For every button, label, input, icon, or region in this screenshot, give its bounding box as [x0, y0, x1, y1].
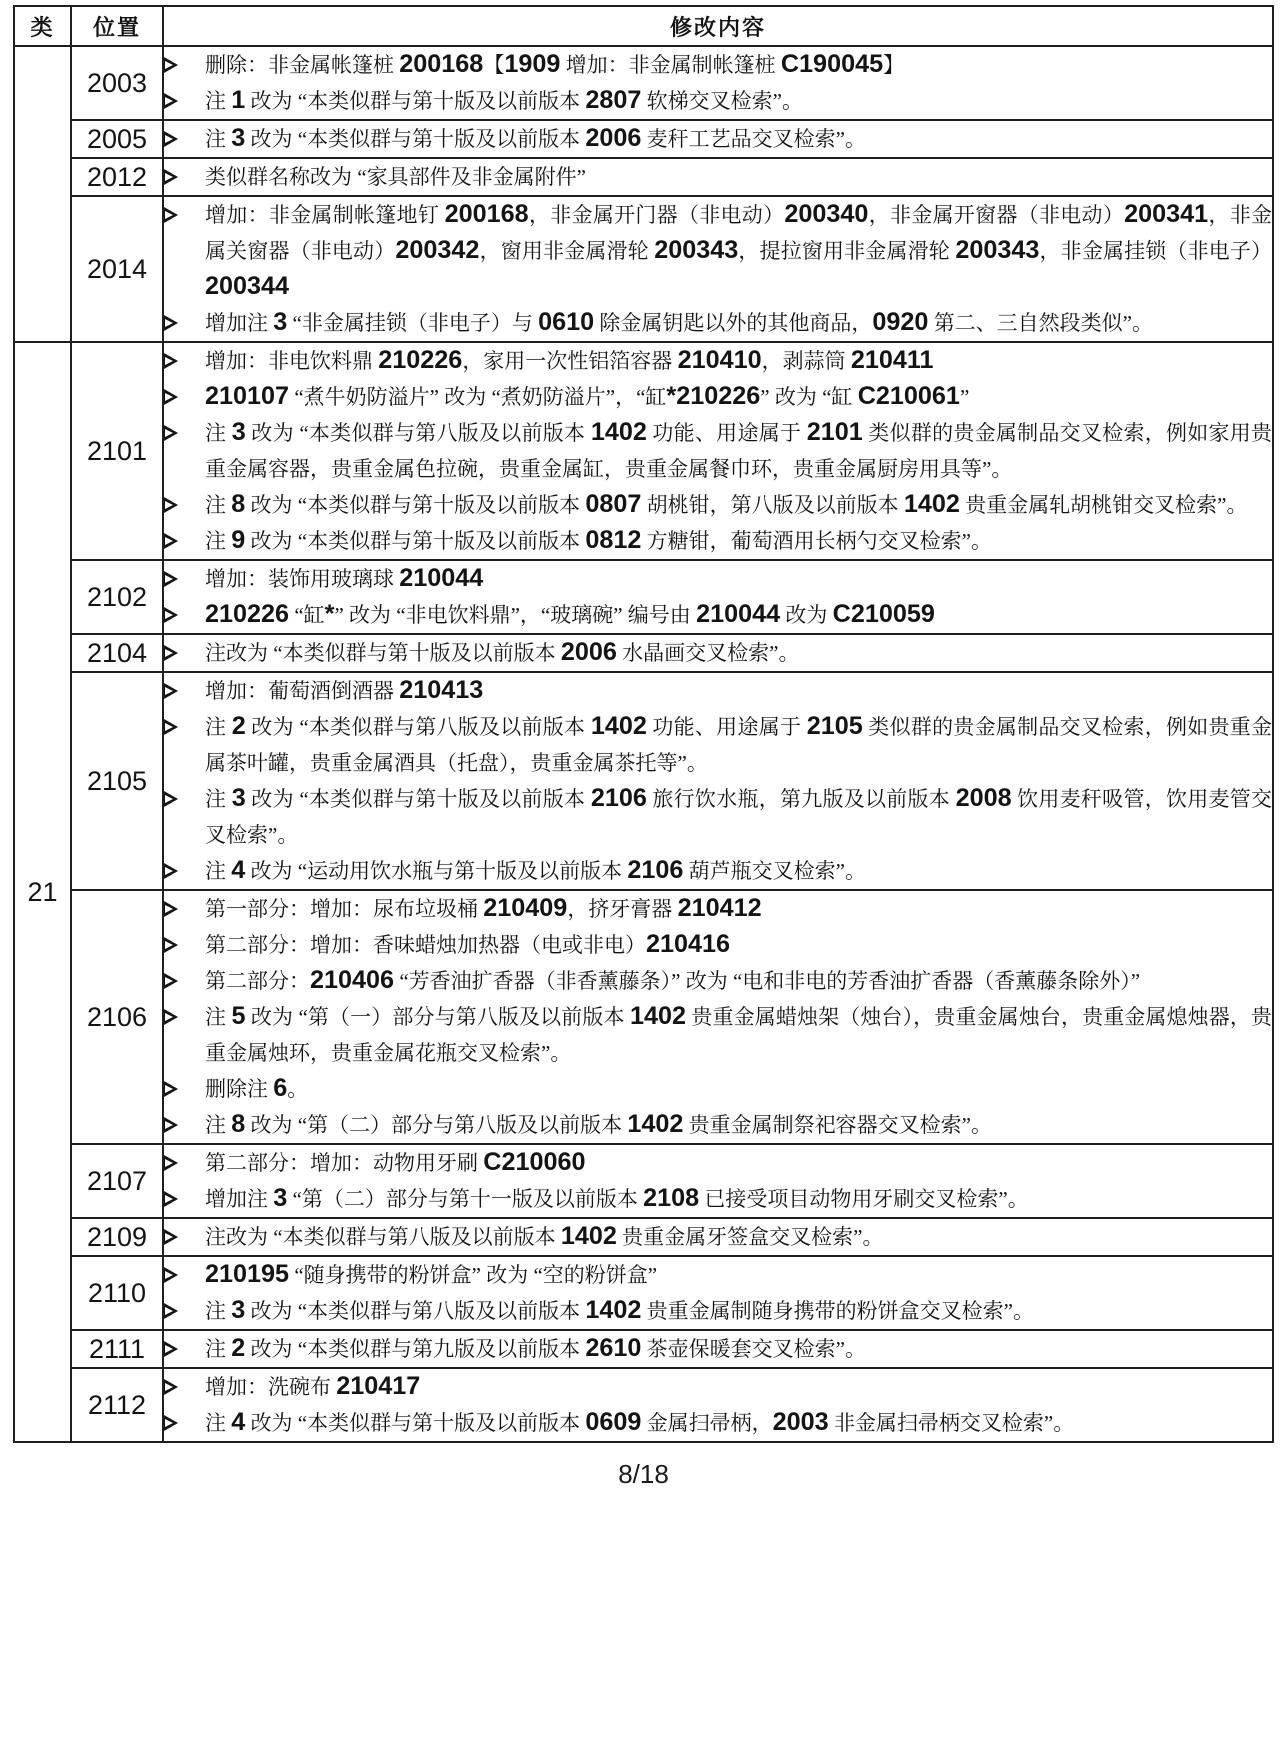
position-cell: 2106	[71, 890, 163, 1144]
table-row	[14, 1330, 1273, 1368]
bullet-item	[164, 197, 1272, 305]
position-cell: 2109	[71, 1218, 163, 1256]
position-cell: 2110	[71, 1256, 163, 1330]
content-cell	[163, 342, 1273, 560]
bullet-arrow-icon	[164, 305, 205, 341]
bullet-text: 第二部分：210406 “芳香油扩香器（非香薰藤条）” 改为 “电和非电的芳香油扩香器（香薰藤条除外）”	[205, 966, 1141, 994]
bullet-arrow-icon	[164, 891, 205, 927]
bullet-text: 注 8 改为 “本类似群与第十版及以前版本 0807 胡桃钳，第八版及以前版本 1402 贵重金属轧胡桃钳交叉检索”。	[205, 490, 1248, 518]
bullet-arrow-icon	[164, 197, 205, 233]
bullet-text: 删除注 6。	[205, 1074, 309, 1102]
position-cell: 2104	[71, 634, 163, 672]
bullet-text: 210107 “煮牛奶防溢片” 改为 “煮奶防溢片”，“缸*210226” 改为 “缸 C210061”	[205, 382, 970, 410]
bullet-item	[164, 159, 1272, 195]
bullet-arrow-icon	[164, 343, 205, 379]
bullet-arrow-icon	[164, 1181, 205, 1217]
bullet-item	[164, 635, 1272, 671]
bullet-text: 注 4 改为 “本类似群与第十版及以前版本 0609 金属扫帚柄，2003 非金属扫帚柄交叉检索”。	[205, 1408, 1075, 1436]
col-header-position: 位置	[71, 6, 163, 46]
table-row	[14, 634, 1273, 672]
bullet-item	[164, 1293, 1272, 1329]
bullet-arrow-icon	[164, 121, 205, 157]
position-cell: 2107	[71, 1144, 163, 1218]
bullet-arrow-icon	[164, 1257, 205, 1293]
bullet-text: 210226 “缸*” 改为 “非电饮料鼎”，“玻璃碗” 编号由 210044 改为 C210059	[205, 600, 935, 628]
position-cell: 2112	[71, 1368, 163, 1442]
table-row	[14, 158, 1273, 196]
bullet-item	[164, 1219, 1272, 1255]
bullet-arrow-icon	[164, 487, 205, 523]
bullet-item	[164, 1405, 1272, 1441]
bullet-arrow-icon	[164, 83, 205, 119]
col-header-content: 修改内容	[163, 6, 1273, 46]
table-row	[14, 342, 1273, 560]
table-row	[14, 120, 1273, 158]
bullet-item	[164, 1145, 1272, 1181]
bullet-arrow-icon	[164, 709, 205, 745]
bullet-text: 第二部分：增加：香味蜡烛加热器（电或非电）210416	[205, 930, 731, 958]
bullet-arrow-icon	[164, 927, 205, 963]
bullet-arrow-icon	[164, 1071, 205, 1107]
class-cell: 21	[14, 342, 71, 1442]
bullet-arrow-icon	[164, 1219, 205, 1255]
table-row	[14, 196, 1273, 342]
bullet-arrow-icon	[164, 1107, 205, 1143]
bullet-arrow-icon	[164, 1145, 205, 1181]
bullet-text: 增加：洗碗布 210417	[205, 1372, 421, 1400]
bullet-text: 注 3 改为 “本类似群与第八版及以前版本 1402 贵重金属制随身携带的粉饼盒交叉检索”。	[205, 1296, 1034, 1324]
bullet-item	[164, 1071, 1272, 1107]
bullet-item	[164, 343, 1272, 379]
table-row	[14, 672, 1273, 890]
bullet-text: 删除：非金属帐篷桩 200168【1909 增加：非金属制帐篷桩 C190045】	[205, 50, 905, 78]
bullet-item	[164, 83, 1272, 119]
bullet-text: 增加注 3 “非金属挂锁（非电子）与 0610 除金属钥匙以外的其他商品，0920 第二、三自然段类似”。	[205, 308, 1154, 336]
position-cell: 2111	[71, 1330, 163, 1368]
bullet-item	[164, 927, 1272, 963]
bullet-text: 注 5 改为 “第（一）部分与第八版及以前版本 1402 贵重金属蜡烛架（烛台），贵重金属烛台，贵重金属熄烛器，贵重金属烛环，贵重金属花瓶交叉检索”。	[205, 1002, 1272, 1065]
content-cell	[163, 46, 1273, 120]
content-cell	[163, 1144, 1273, 1218]
table-row	[14, 46, 1273, 120]
table-row	[14, 890, 1273, 1144]
position-cell: 2012	[71, 158, 163, 196]
table-row	[14, 1256, 1273, 1330]
bullet-text: 注 3 改为 “本类似群与第八版及以前版本 1402 功能、用途属于 2101 类似群的贵金属制品交叉检索，例如家用贵重金属容器，贵重金属色拉碗，贵重金属缸，贵重金属餐巾环，贵重金属厨房用具等”。	[205, 418, 1273, 481]
bullet-text: 注 9 改为 “本类似群与第十版及以前版本 0812 方糖钳，葡萄酒用长柄勺交叉检索”。	[205, 526, 992, 554]
bullet-item	[164, 891, 1272, 927]
table-row	[14, 1218, 1273, 1256]
bullet-text: 注 3 改为 “本类似群与第十版及以前版本 2006 麦秆工艺品交叉检索”。	[205, 124, 866, 152]
bullet-text: 增加：非金属制帐篷地钉 200168，非金属开门器（非电动）200340，非金属开窗器（非电动）200341，非金属关窗器（非电动）200342，窗用非金属滑轮 200343，提拉窗用非金属滑轮 200343，非金属挂锁（非电子）200344	[205, 200, 1273, 300]
content-cell	[163, 120, 1273, 158]
bullet-item	[164, 709, 1272, 781]
bullet-text: 注 2 改为 “本类似群与第八版及以前版本 1402 功能、用途属于 2105 类似群的贵金属制品交叉检索，例如贵重金属茶叶罐，贵重金属酒具（托盘），贵重金属茶托等”。	[205, 712, 1273, 775]
bullet-text: 第一部分：增加：尿布垃圾桶 210409，挤牙膏器 210412	[205, 894, 762, 922]
header-row	[14, 6, 1273, 46]
bullet-text: 注改为 “本类似群与第八版及以前版本 1402 贵重金属牙签盒交叉检索”。	[205, 1222, 884, 1250]
content-cell	[163, 560, 1273, 634]
bullet-item	[164, 487, 1272, 523]
content-cell	[163, 890, 1273, 1144]
content-cell	[163, 1368, 1273, 1442]
bullet-item	[164, 121, 1272, 157]
bullet-text: 增加：非电饮料鼎 210226，家用一次性铝箔容器 210410，剥蒜筒 210411	[205, 346, 934, 374]
bullet-item	[164, 1331, 1272, 1367]
table-row	[14, 560, 1273, 634]
position-cell: 2014	[71, 196, 163, 342]
bullet-item	[164, 1257, 1272, 1293]
bullet-item	[164, 305, 1272, 341]
bullet-item	[164, 597, 1272, 633]
bullet-arrow-icon	[164, 523, 205, 559]
bullet-text: 注 1 改为 “本类似群与第十版及以前版本 2807 软梯交叉检索”。	[205, 86, 803, 114]
bullet-text: 210195 “随身携带的粉饼盒” 改为 “空的粉饼盒”	[205, 1260, 658, 1288]
bullet-arrow-icon	[164, 1293, 205, 1329]
bullet-text: 增加：葡萄酒倒酒器 210413	[205, 676, 484, 704]
bullet-arrow-icon	[164, 379, 205, 415]
bullet-item	[164, 379, 1272, 415]
bullet-item	[164, 415, 1272, 487]
table-row	[14, 1144, 1273, 1218]
modification-table	[13, 5, 1274, 1443]
bullet-arrow-icon	[164, 999, 205, 1035]
position-cell: 2101	[71, 342, 163, 560]
bullet-arrow-icon	[164, 853, 205, 889]
bullet-item	[164, 673, 1272, 709]
table-row	[14, 1368, 1273, 1442]
bullet-item	[164, 853, 1272, 889]
col-header-class: 类	[14, 6, 71, 46]
bullet-item	[164, 963, 1272, 999]
bullet-arrow-icon	[164, 415, 205, 451]
bullet-text: 注 8 改为 “第（二）部分与第八版及以前版本 1402 贵重金属制祭祀容器交叉检索”。	[205, 1110, 992, 1138]
position-cell: 2003	[71, 46, 163, 120]
bullet-arrow-icon	[164, 781, 205, 817]
class-cell	[14, 46, 71, 342]
bullet-text: 注 3 改为 “本类似群与第十版及以前版本 2106 旅行饮水瓶，第九版及以前版本 2008 饮用麦秆吸管，饮用麦管交叉检索”。	[205, 784, 1273, 847]
bullet-text: 类似群名称改为 “家具部件及非金属附件”	[205, 165, 586, 189]
bullet-item	[164, 523, 1272, 559]
bullet-arrow-icon	[164, 47, 205, 83]
bullet-item	[164, 1107, 1272, 1143]
bullet-text: 注改为 “本类似群与第十版及以前版本 2006 水晶画交叉检索”。	[205, 638, 800, 666]
bullet-item	[164, 47, 1272, 83]
bullet-arrow-icon	[164, 561, 205, 597]
content-cell	[163, 196, 1273, 342]
bullet-text: 注 4 改为 “运动用饮水瓶与第十版及以前版本 2106 葫芦瓶交叉检索”。	[205, 856, 866, 884]
content-cell	[163, 1218, 1273, 1256]
bullet-arrow-icon	[164, 1369, 205, 1405]
bullet-item	[164, 781, 1272, 853]
bullet-text: 注 2 改为 “本类似群与第九版及以前版本 2610 茶壶保暖套交叉检索”。	[205, 1334, 866, 1362]
bullet-arrow-icon	[164, 597, 205, 633]
bullet-arrow-icon	[164, 635, 205, 671]
content-cell	[163, 1330, 1273, 1368]
bullet-arrow-icon	[164, 159, 205, 195]
bullet-arrow-icon	[164, 673, 205, 709]
bullet-item	[164, 1369, 1272, 1405]
bullet-text: 增加注 3 “第（二）部分与第十一版及以前版本 2108 已接受项目动物用牙刷交叉检索”。	[205, 1184, 1029, 1212]
content-cell	[163, 634, 1273, 672]
bullet-arrow-icon	[164, 1331, 205, 1367]
bullet-item	[164, 1181, 1272, 1217]
content-cell	[163, 1256, 1273, 1330]
position-cell: 2105	[71, 672, 163, 890]
bullet-text: 第二部分：增加：动物用牙刷 C210060	[205, 1148, 586, 1176]
page-number: 8/18	[618, 1459, 669, 1489]
bullet-item	[164, 999, 1272, 1071]
bullet-arrow-icon	[164, 1405, 205, 1441]
content-cell	[163, 672, 1273, 890]
bullet-item	[164, 561, 1272, 597]
position-cell: 2102	[71, 560, 163, 634]
bullet-arrow-icon	[164, 963, 205, 999]
position-cell: 2005	[71, 120, 163, 158]
content-cell	[163, 158, 1273, 196]
bullet-text: 增加：装饰用玻璃球 210044	[205, 564, 484, 592]
